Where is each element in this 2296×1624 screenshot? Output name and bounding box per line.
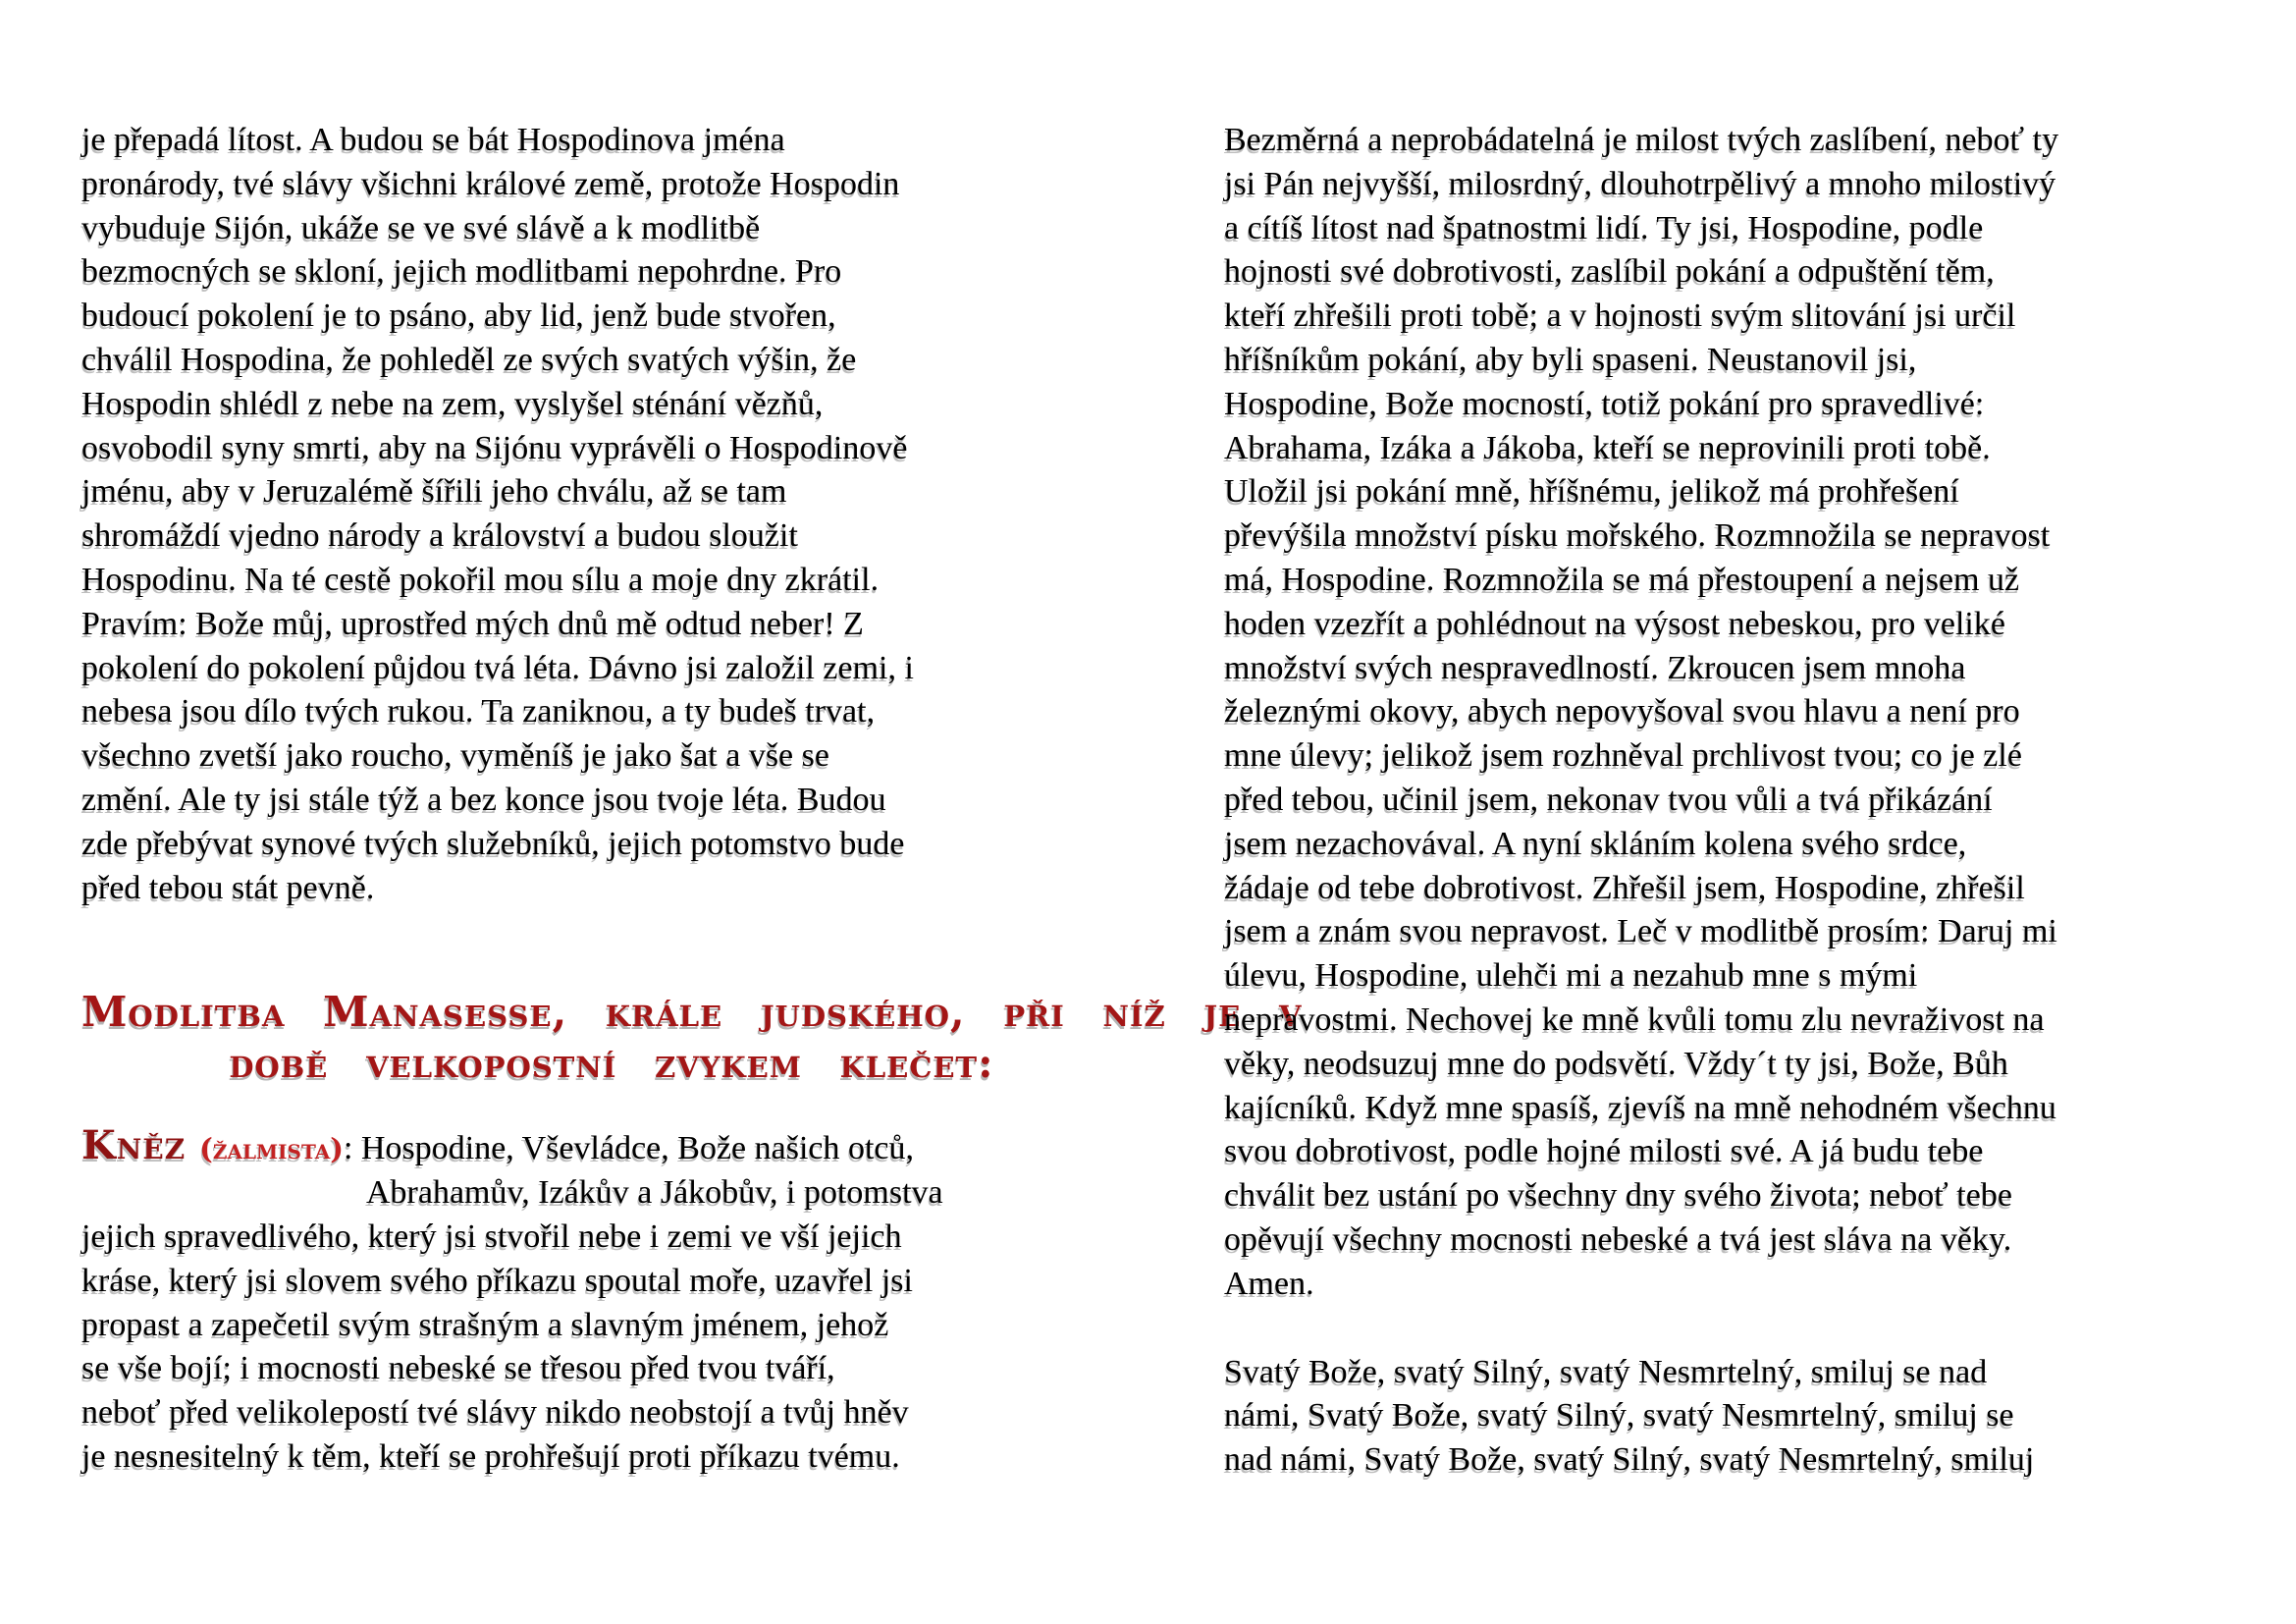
text-line: nepravostmi. Nechovej ke mně kvůli tomu zlu nevraživost na	[1224, 1001, 2045, 1038]
text-line: budoucí pokolení je to psáno, aby lid, jenž bude stvořen,	[81, 298, 836, 335]
text-line: kteří zhřešili proti tobě; a v hojnosti svým slitování jsi určil	[1224, 298, 2016, 335]
manasseh-prayer-paragraph	[1224, 119, 2265, 1307]
text-line: před tebou, učinil jsem, nekonav tvou vůli a tvá přikázání	[1224, 781, 1993, 818]
text-line: Bezměrná a neprobádatelná je milost tvých zaslíbení, neboť ty	[1224, 122, 2059, 158]
text-line: má, Hospodine. Rozmnožila se má přestoupení a nejsem už	[1224, 561, 2020, 598]
text-line: jménu, aby v Jeruzalémě šířili jeho chválu, až se tam	[81, 473, 787, 511]
text-line: shromáždí vjedno národy a království a budou sloužit	[81, 517, 798, 555]
text-line: všechno zvetší jako roucho, vyměníš je jako šat a vše se	[81, 737, 829, 775]
text-line: Hospodinu. Na té cestě pokořil mou sílu a moje dny zkrátil.	[81, 561, 880, 598]
text-line: Abrahama, Izáka a Jákoba, kteří se neprovinili proti tobě.	[1224, 429, 1991, 466]
text-line: nad námi, Svatý Bože, svatý Silný, svatý Nesmrtelný, smiluj	[1224, 1441, 2035, 1479]
text-line: úlevu, Hospodine, ulehči mi a nezahub mne s mými	[1224, 957, 1918, 995]
text-line: Uložil jsi pokání mně, hříšnému, jelikož má prohřešení	[1224, 473, 1959, 511]
text-line: kráse, který jsi slovem svého příkazu spoutal moře, uzavřel jsi	[81, 1262, 913, 1299]
text-line: před tebou stát pevně.	[81, 869, 375, 906]
text-line: chválil Hospodina, že pohleděl ze svých svatých výšin, že	[81, 341, 857, 378]
text-line: kajícníků. Když mne spasíš, zjevíš na mně nehodném všechnu	[1224, 1089, 2056, 1126]
text-line: nebesa jsou dílo tvých rukou. Ta zaniknou, a ty budeš trvat,	[81, 693, 876, 731]
priest-first-line	[81, 1124, 1142, 1171]
text-line: mne úlevy; jelikož jsem rozhněval prchlivost tvou; co je zlé	[1224, 737, 2022, 775]
text-line: hoden vzezřít a pohlédnout na výsost nebeskou, pro veliké	[1224, 605, 2005, 642]
text-line: opěvují všechny mocnosti nebeské a tvá jest sláva na věky.	[1224, 1220, 2012, 1258]
text-line: námi, Svatý Bože, svatý Silný, svatý Nesmrtelný, smiluj se	[1224, 1397, 2014, 1435]
right-column	[1224, 119, 2265, 1483]
text-line: Hospodin shlédl z nebe na zem, vyslyšel sténání vězňů,	[81, 385, 824, 422]
text-line: je nesnesitelný k těm, kteří se prohřešují proti příkazu tvému.	[81, 1437, 900, 1475]
text-line: svou dobrotivost, podle hojné milosti své. A já budu tebe	[1224, 1133, 1984, 1170]
text-line: osvobodil syny smrti, aby na Sijónu vyprávěli o Hospodinově	[81, 429, 908, 466]
text-line: věky, neodsuzuj mne do podsvětí. Vždy´t ty jsi, Bože, Bůh	[1224, 1045, 2008, 1082]
text-line: jsi Pán nejvyšší, milosrdný, dlouhotrpělivý a mnoho milostivý	[1224, 165, 2056, 202]
text-line: hojnosti své dobrotivosti, zaslíbil pokání a odpuštění těm,	[1224, 253, 1995, 291]
text-line: Pravím: Bože můj, uprostřed mých dnů mě odtud neber! Z	[81, 605, 864, 642]
text-line: bezmocných se skloní, jejich modlitbami nepohrdne. Pro	[81, 253, 842, 291]
text-line: propast a zapečetil svým strašným a slavným jménem, jehož	[81, 1306, 889, 1343]
text-line: se vše bojí; i mocnosti nebeské se třesou před tvou tváří,	[81, 1350, 835, 1387]
text-line: jsem a znám svou nepravost. Leč v modlitbě prosím: Daruj mi	[1224, 913, 2057, 950]
text-line: Hospodine, Bože mocností, totiž pokání pro spravedlivé:	[1224, 385, 1985, 422]
text-line: změní. Ale ty jsi stále týž a bez konce jsou tvoje léta. Budou	[81, 781, 886, 818]
priest-paragraph	[81, 1124, 1142, 1479]
text-line: Amen.	[1224, 1265, 1314, 1302]
text-line: žádaje od tebe dobrotivost. Zhřešil jsem, Hospodine, zhřešil	[1224, 869, 2025, 906]
text-line: železnými okovy, abych nepovyšoval svou hlavu a není pro	[1224, 693, 2020, 731]
priest-note: (žalmista)	[199, 1132, 345, 1166]
text-line: převýšila množství písku mořského. Rozmnožila se nepravost	[1224, 517, 2051, 555]
text-line: vybuduje Sijón, ukáže se ve své slávě a k modlitbě	[81, 209, 761, 246]
heading-line: Modlitba Manasesse, krále judského, při níž je v	[81, 988, 1303, 1037]
text-line: hříšníkům pokání, aby byli spaseni. Neustanovil jsi,	[1224, 341, 1917, 378]
text-line: množství svých nespravedlností. Zkroucen jsem mnoha	[1224, 649, 1966, 686]
text-line: Abrahamův, Izákův a Jákobův, i potomstva	[366, 1174, 943, 1212]
text-line: neboť před velikolepostí tvé slávy nikdo neobstojí a tvůj hněv	[81, 1394, 909, 1432]
text-line: Svatý Bože, svatý Silný, svatý Nesmrtelný, smiluj se nad	[1224, 1353, 1988, 1390]
section-heading	[81, 987, 1303, 1089]
text-line: pokolení do pokolení půjdou tvá léta. Dávno jsi založil zemi, i	[81, 649, 914, 686]
text-line: jsem nezachovával. A nyní skláním kolena svého srdce,	[1224, 825, 1967, 862]
heading-line: době velkopostní zvykem klečet:	[229, 1039, 994, 1088]
text-line: a cítíš lítost nad špatnostmi lidí. Ty jsi, Hospodine, podle	[1224, 209, 1984, 246]
priest-line-text: : Hospodine, Vševládce, Bože našich otců,	[344, 1130, 915, 1167]
text-line: chválit bez ustání po všechny dny svého života; neboť tebe	[1224, 1177, 2012, 1215]
psalm-paragraph	[81, 119, 1142, 910]
text-line: jejich spravedlivého, který jsi stvořil nebe i zemi ve vší jejich	[81, 1218, 902, 1255]
priest-label: Kněz	[81, 1122, 187, 1169]
text-line: je přepadá lítost. A budou se bát Hospodinova jména	[81, 122, 785, 158]
trisagion-paragraph	[1224, 1351, 2265, 1483]
text-line: pronárody, tvé slávy všichni králové země, protože Hospodin	[81, 165, 900, 202]
text-line: zde přebývat synové tvých služebníků, jejich potomstvo bude	[81, 825, 905, 862]
